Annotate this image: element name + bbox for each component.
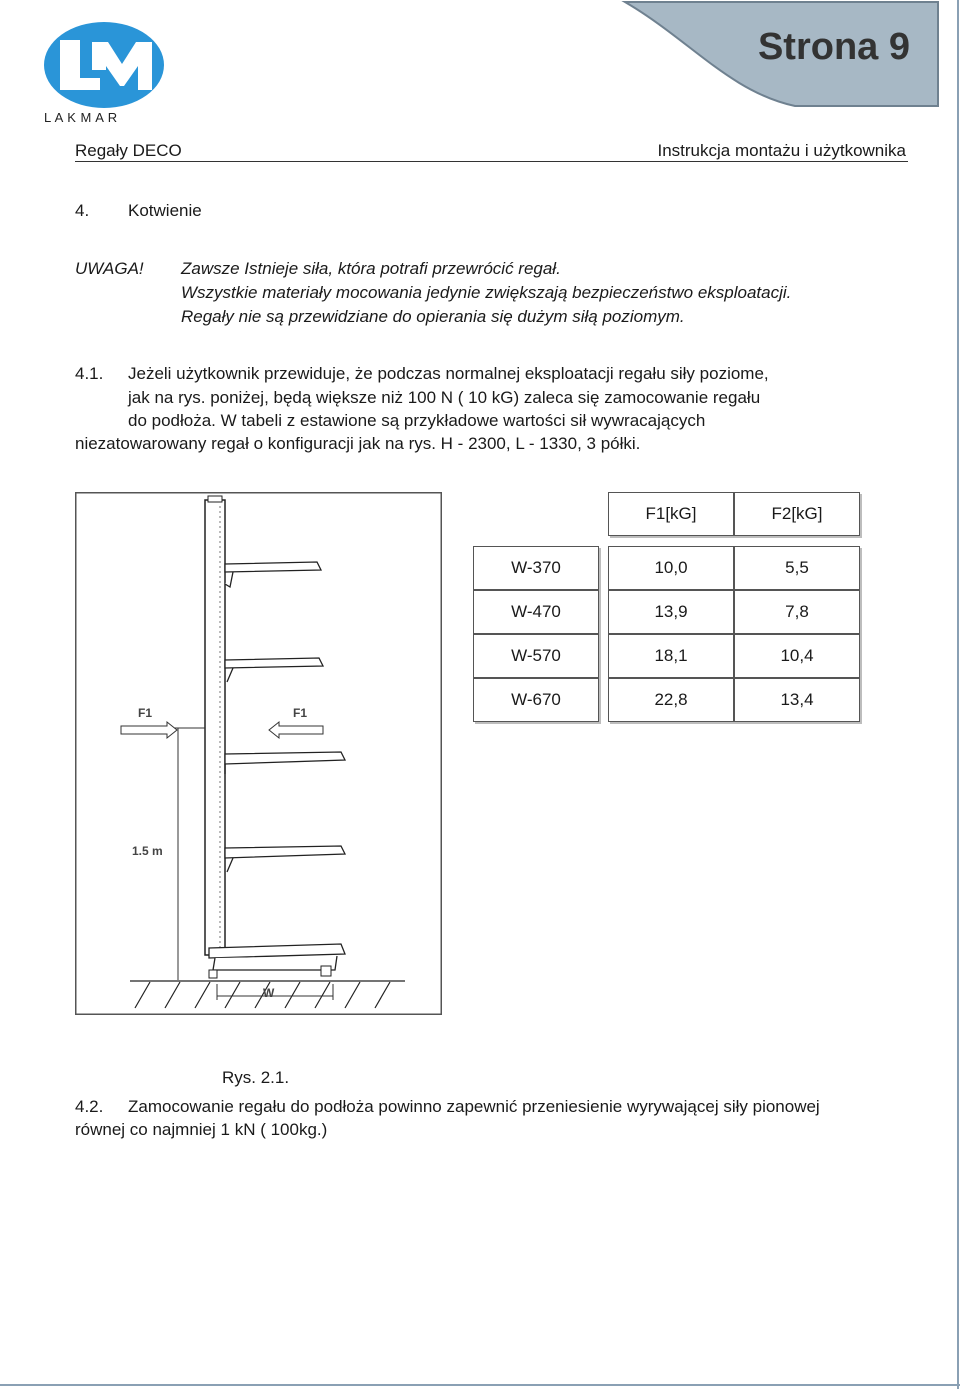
paragraph-number: 4.1. [75,364,104,383]
force-label-right: F1 [293,706,308,720]
table-cell-f2: 13,4 [734,678,860,722]
table-row-label: W-470 [473,590,599,634]
table-row-label: W-370 [473,546,599,590]
paragraph-line: niezatowarowany regał o konfiguracji jak na rys. H - 2300, L - 1330, 3 półki. [75,434,641,453]
shelf-figure [75,492,442,1015]
paragraph-line: do podłoża. W tabeli z estawione są przykładowe wartości sił wywracających [128,411,706,430]
document-subtitle: Instrukcja montażu i użytkownika [657,141,906,160]
paragraph-line: równej co najmniej 1 kN ( 100kg.) [75,1120,328,1139]
warning-line: Zawsze Istnieje siła, która potrafi przewrócić regał. [181,259,561,278]
brand-name: L A K M A R [44,110,118,125]
page-border-bottom [0,1384,960,1386]
table-header-f2: F2[kG] [734,492,860,536]
table-cell-f2: 5,5 [734,546,860,590]
table-cell-f1: 10,0 [608,546,734,590]
section-number: 4. [75,201,90,220]
height-dimension-label: 1.5 m [132,844,163,858]
width-dimension-label: W [263,986,275,1000]
paragraph-line: jak na rys. poniżej, będą większe niż 100 N ( 10 kG) zaleca się zamocowanie regału [128,388,761,407]
figure-caption: Rys. 2.1. [222,1068,290,1087]
paragraph-line: Jeżeli użytkownik przewiduje, że podczas normalnej eksploatacji regału siły poziome, [128,364,769,383]
table-row-label: W-570 [473,634,599,678]
table-row-label: W-670 [473,678,599,722]
lakmar-logo-icon [42,20,167,112]
document-title: Regały DECO [75,141,182,160]
force-label-left: F1 [138,706,153,720]
header-divider [75,161,908,162]
table-cell-f2: 10,4 [734,634,860,678]
table-cell-f1: 22,8 [608,678,734,722]
warning-line: Regały nie są przewidziane do opierania się dużym siłą poziomym. [181,307,685,326]
table-cell-f1: 13,9 [608,590,734,634]
warning-label: UWAGA! [75,259,144,278]
table-cell-f1: 18,1 [608,634,734,678]
paragraph-line: Zamocowanie regału do podłoża powinno zapewnić przeniesienie wyrywającej siły pionowej [128,1097,820,1116]
paragraph-number: 4.2. [75,1097,104,1116]
page-border-right [957,0,959,1389]
table-cell-f2: 7,8 [734,590,860,634]
section-title: Kotwienie [128,201,202,220]
warning-line: Wszystkie materiały mocowania jedynie zwiększają bezpieczeństwo eksploatacji. [181,283,792,302]
table-header-f1: F1[kG] [608,492,734,536]
page-number-label: Strona 9 [757,26,910,68]
